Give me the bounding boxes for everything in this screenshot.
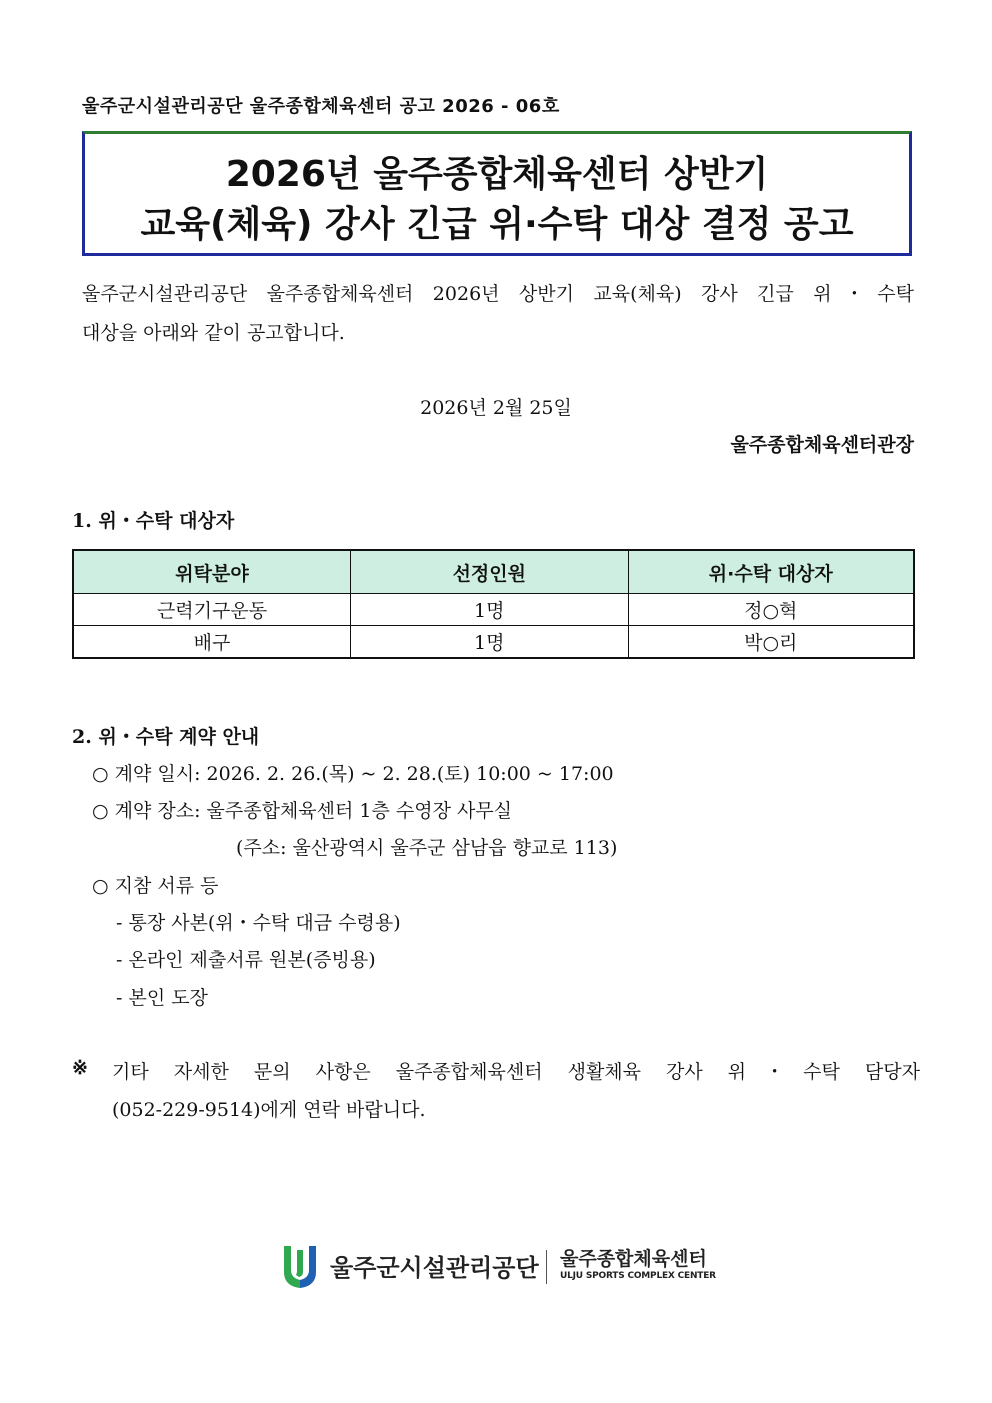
contract-place: ○ 계약 장소: 울주종합체육센터 1층 수영장 사무실 (92, 800, 513, 822)
table-cell: 정○혁 (628, 594, 914, 626)
table-cell: 1명 (351, 594, 629, 626)
note-line-2: (052-229-9514)에게 연락 바랍니다. (112, 1099, 426, 1121)
section-1-heading: 1. 위・수탁 대상자 (72, 510, 235, 532)
column-header: 위탁분야 (73, 550, 351, 594)
section-2-heading: 2. 위・수탁 계약 안내 (72, 726, 260, 748)
table-cell: 1명 (351, 626, 629, 659)
table-cell: 배구 (73, 626, 351, 659)
organization-logo (280, 1242, 720, 1292)
notice-date: 2026년 2월 25일 (420, 397, 572, 419)
title-line-2: 교육(체육) 강사 긴급 위·수탁 대상 결정 공고 (140, 204, 854, 245)
notice-number: 울주군시설관리공단 울주종합체육센터 공고 2026 - 06호 (82, 96, 560, 117)
uj-logo-icon (280, 1242, 320, 1290)
logo-org-name: 울주군시설관리공단 (330, 1254, 539, 1282)
title-box (82, 131, 912, 256)
table-row (73, 626, 914, 659)
column-header: 선정인원 (351, 550, 629, 594)
intro-line-1: 울주군시설관리공단 울주종합체육센터 2026년 상반기 교육(체육) 강사 긴급 위・수탁 (82, 283, 914, 305)
selection-table (72, 549, 915, 659)
note-line-1: 기타 자세한 문의 사항은 울주종합체육센터 생활체육 강사 위・수탁 담당자 (112, 1061, 920, 1083)
table-header-row (73, 550, 914, 594)
column-header: 위·수탁 대상자 (628, 550, 914, 594)
logo-center-name-en: ULJU SPORTS COMPLEX CENTER (560, 1271, 716, 1281)
contract-datetime: ○ 계약 일시: 2026. 2. 26.(목) ~ 2. 28.(토) 10:00 ~ 17:00 (92, 763, 614, 785)
document-item: - 통장 사본(위・수탁 대금 수령용) (116, 912, 401, 934)
logo-divider (546, 1250, 547, 1284)
note-mark: ※ (72, 1057, 88, 1079)
table-cell: 박○리 (628, 626, 914, 659)
table-row (73, 594, 914, 626)
signer: 울주종합체육센터관장 (730, 434, 914, 456)
intro-line-2: 대상을 아래와 같이 공고합니다. (82, 322, 345, 344)
document-item: - 본인 도장 (116, 987, 208, 1009)
document-item: - 온라인 제출서류 원본(증빙용) (116, 949, 376, 971)
title-line-1: 2026년 울주종합체육센터 상반기 (225, 154, 769, 195)
table-cell: 근력기구운동 (73, 594, 351, 626)
logo-center-name: 울주종합체육센터 (560, 1248, 707, 1270)
documents-heading: ○ 지참 서류 등 (92, 875, 219, 897)
contract-address: (주소: 울산광역시 울주군 삼남읍 향교로 113) (236, 837, 618, 859)
